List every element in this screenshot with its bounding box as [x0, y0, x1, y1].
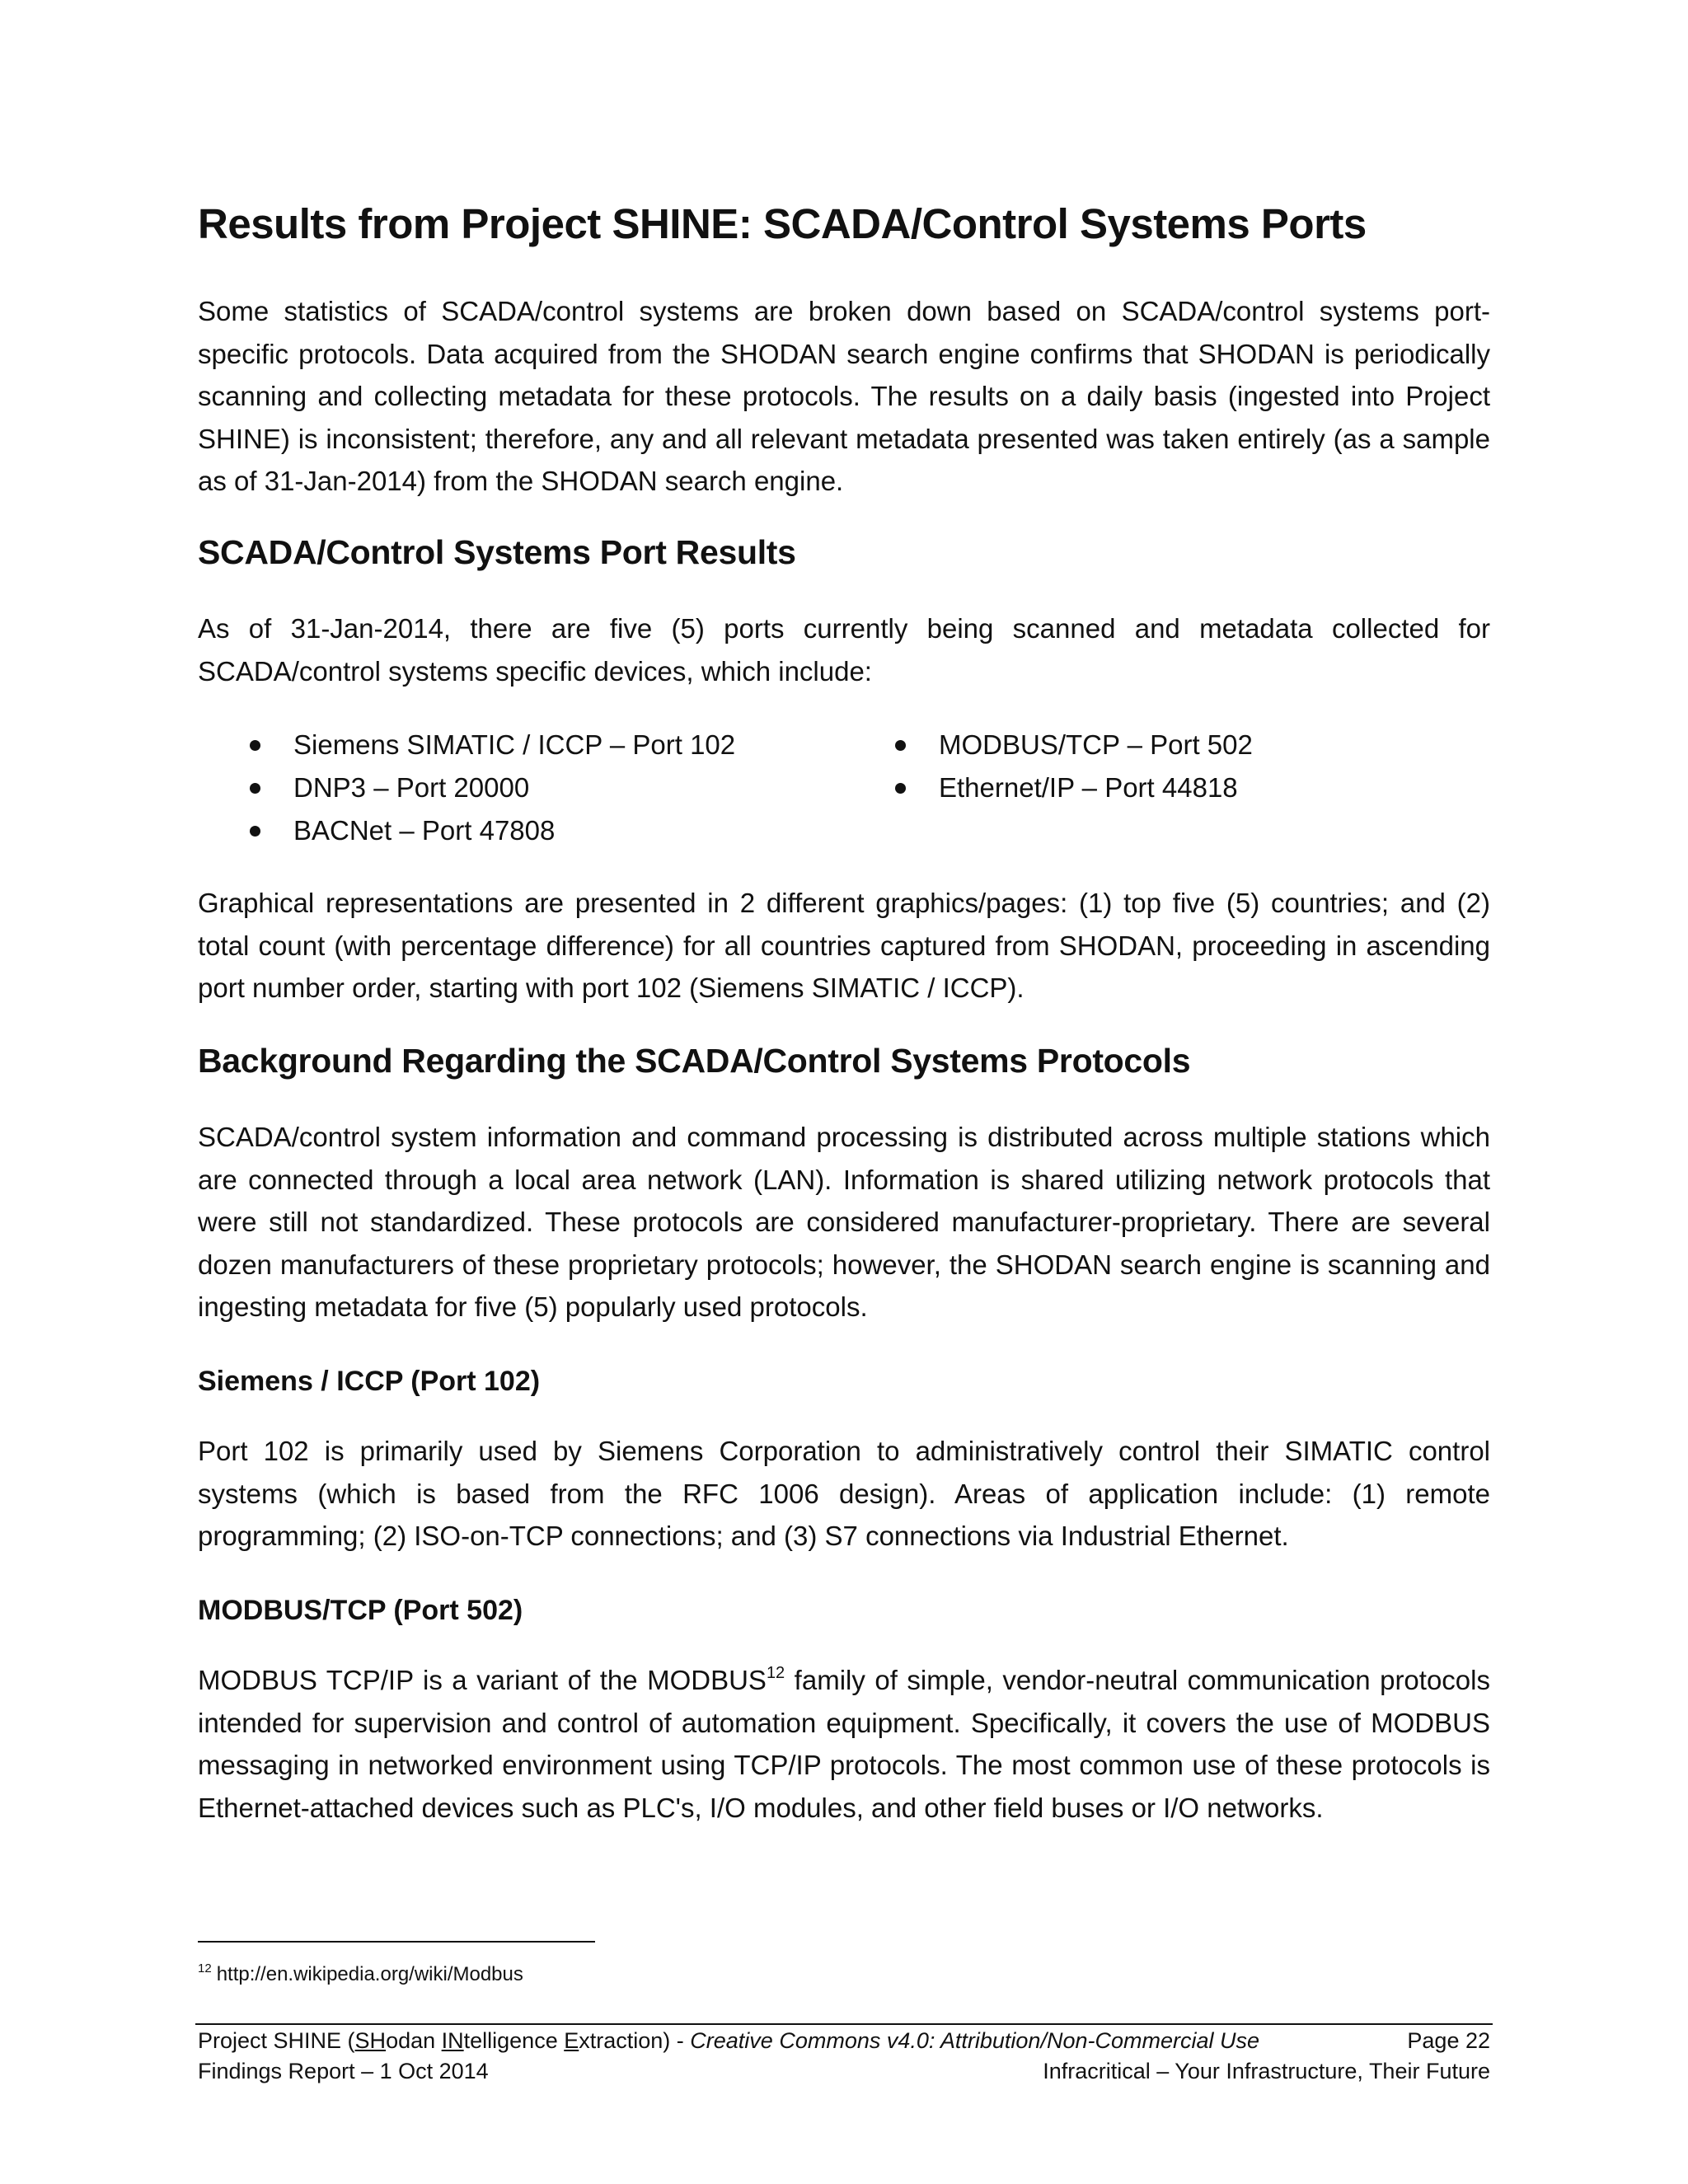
graphics-paragraph: Graphical representations are presented in 2 different graphics/pages: (1) top five (5) countries; and (2) total count (with percentage difference) for all countries captured from SHODAN, proceeding in ascending port number order, starting with port 102 (Siemens SIMATIC / ICCP).	[198, 888, 1490, 1003]
subheading-modbus: MODBUS/TCP (Port 502)	[198, 1595, 523, 1626]
footnote-divider	[198, 1941, 595, 1943]
list-item-text: Ethernet/IP – Port 44818	[939, 772, 1238, 803]
intro-paragraph: Some statistics of SCADA/control systems are broken down based on SCADA/control systems port-specific protocols. Data acquired from the SHODAN search engine confirms that SHODAN is periodically scanning and collecting metadata for these protocols. The results on a daily basis (ingested into Project SHINE) is inconsistent; therefore, any and all relevant metadata presented was taken entirely (as a sample as of 31-Jan-2014) from the SHODAN search engine.	[198, 296, 1490, 496]
document-page	[198, 0, 1490, 2184]
modbus-text-b: family of simple, vendor-neutral communication protocols intended for supervision and control of automation equipment. Specifically, it covers the use of MODBUS messaging in networked environment using TCP/IP protocols. The most common use of these protocols is Ethernet-attached devices such as PLC's, I/O modules, and other field buses or I/O networks.	[198, 1665, 1490, 1823]
footer-text: E	[564, 2028, 579, 2053]
footer-text: xtraction) -	[579, 2028, 691, 2053]
page-title: Results from Project SHINE: SCADA/Control Systems Ports	[198, 200, 1367, 247]
port-bullet-list	[198, 724, 1490, 855]
section-heading-port-results: SCADA/Control Systems Port Results	[198, 533, 796, 571]
list-item-text: MODBUS/TCP – Port 502	[939, 729, 1253, 760]
bullet-icon	[895, 740, 906, 751]
footer-text: telligence	[463, 2028, 565, 2053]
footer-text: IN	[441, 2028, 464, 2053]
subheading-siemens: Siemens / ICCP (Port 102)	[198, 1366, 541, 1397]
list-item-text: DNP3 – Port 20000	[293, 772, 530, 803]
footer-tagline: Infracritical – Your Infrastructure, Their Future	[1043, 2059, 1490, 2083]
list-item-text: Siemens SIMATIC / ICCP – Port 102	[293, 729, 736, 760]
list-item	[939, 766, 1238, 809]
modbus-paragraph	[198, 1659, 1490, 1829]
bullet-icon	[895, 783, 906, 794]
modbus-text-a: MODBUS TCP/IP is a variant of the MODBUS	[198, 1665, 767, 1695]
port-results-paragraph: As of 31-Jan-2014, there are five (5) ports currently being scanned and metadata collected for SCADA/control systems specific devices, which include:	[198, 613, 1490, 687]
footer-text: odan	[386, 2028, 442, 2053]
list-item	[293, 809, 555, 852]
footer-text: Project SHINE (	[198, 2028, 355, 2053]
bullet-icon	[250, 740, 260, 751]
footer-divider	[195, 2023, 1493, 2025]
bullet-icon	[250, 826, 260, 837]
footer-text: SH	[354, 2028, 387, 2053]
list-item	[293, 766, 529, 809]
footnote-reference[interactable]: 12	[766, 1664, 785, 1682]
footnote	[198, 1957, 523, 1987]
footnote-number: 12	[198, 1961, 212, 1975]
page-number: Page 22	[1407, 2028, 1490, 2053]
list-item	[293, 724, 735, 766]
footer-report-date: Findings Report – 1 Oct 2014	[198, 2059, 489, 2083]
background-paragraph: SCADA/control system information and command processing is distributed across multiple stations which are connected through a local area network (LAN). Information is shared utilizing network protocols that were still not standardized. These protocols are considered manufacturer-proprietary. There are several dozen manufacturers of these proprietary protocols; however, the SHODAN search engine is scanning and ingesting metadata for five (5) popularly used protocols.	[198, 1122, 1490, 1322]
list-item-text: BACNet – Port 47808	[293, 815, 556, 846]
footer-license: Creative Commons v4.0: Attribution/Non-Commercial Use	[690, 2028, 1260, 2053]
footnote-link[interactable]: http://en.wikipedia.org/wiki/Modbus	[216, 1963, 523, 1985]
siemens-paragraph: Port 102 is primarily used by Siemens Corporation to administratively control their SIMATIC control systems (which is based from the RFC 1006 design). Areas of application include: (1) remote programming; (2) ISO-on-TCP connections; and (3) S7 connections via Industrial Ethernet.	[198, 1436, 1490, 1551]
bullet-icon	[250, 783, 260, 794]
list-item	[939, 724, 1253, 766]
footer-project-line	[198, 2027, 1259, 2055]
section-heading-background: Background Regarding the SCADA/Control Systems Protocols	[198, 1042, 1191, 1080]
